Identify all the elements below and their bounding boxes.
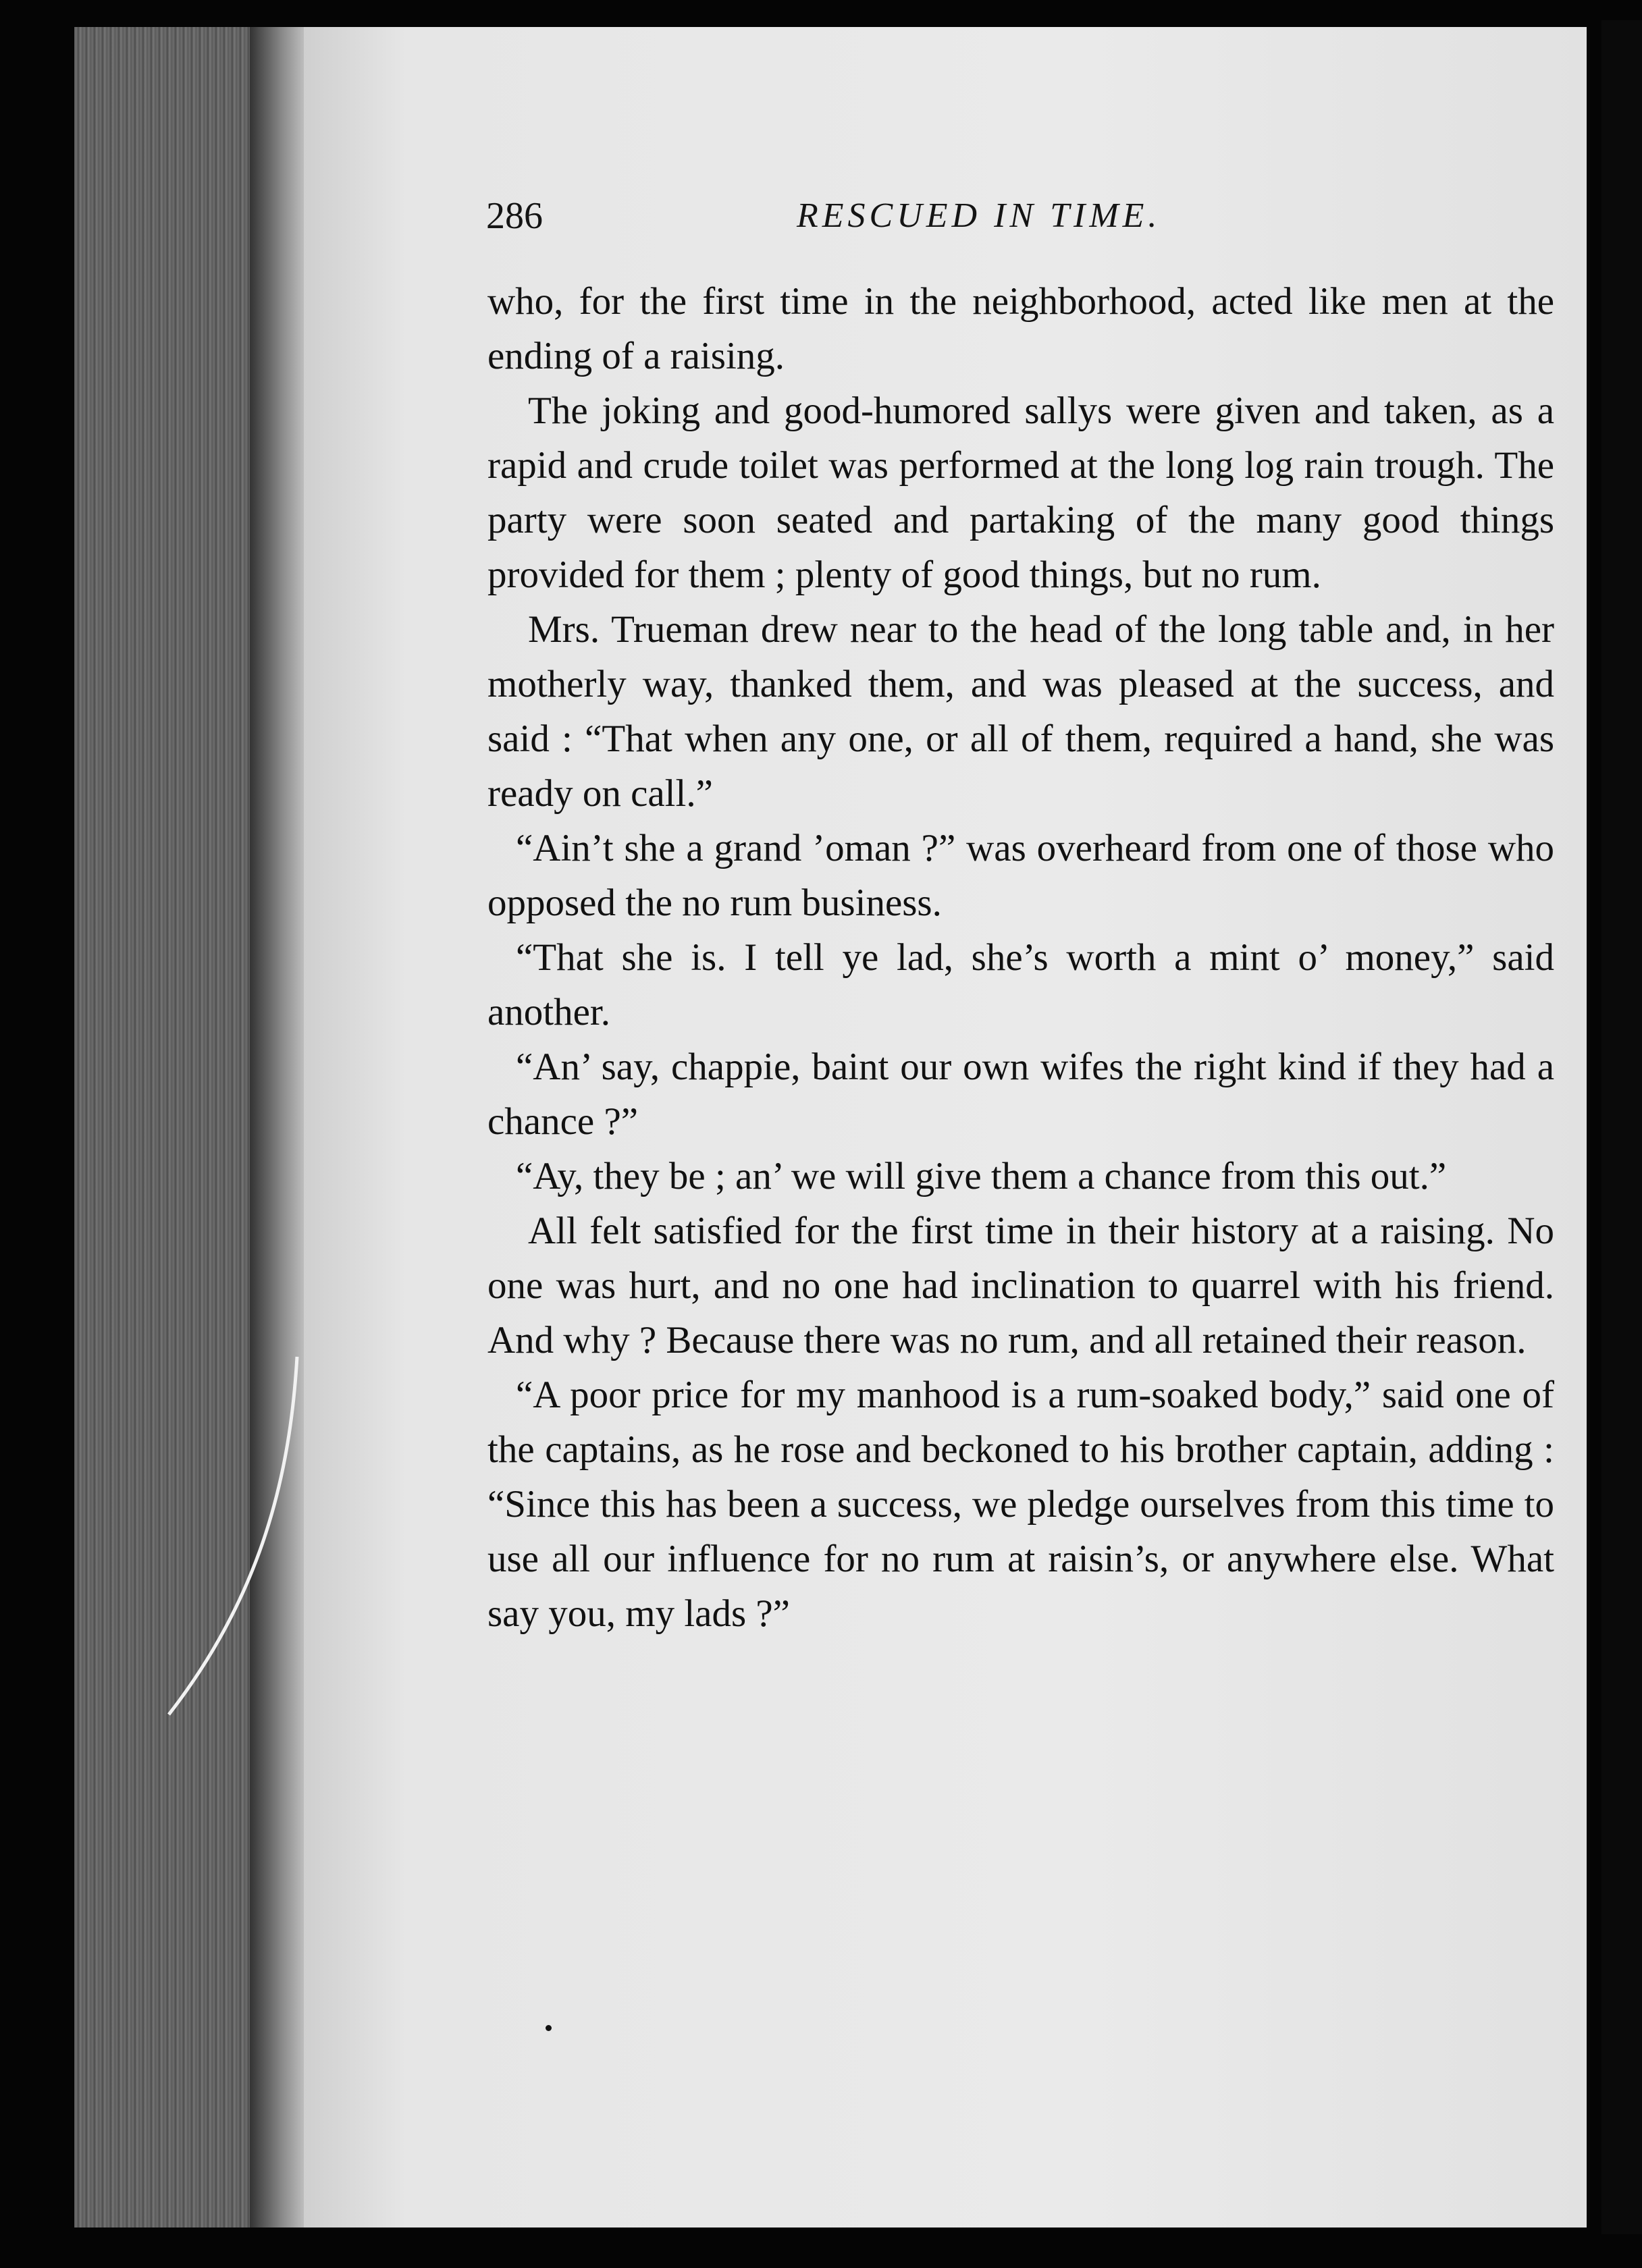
paragraph: who, for the first time in the neighborhood, acted like men at the ending of a raising. <box>487 280 1554 377</box>
paragraph: “Ain’t she a grand ’oman ?” was overheard from one of those who opposed the no rum business. <box>487 827 1554 924</box>
paragraph: “That she is. I tell ye lad, she’s worth a mint o’ money,” said another. <box>487 936 1554 1033</box>
scan-scratch-mark <box>162 1350 338 1728</box>
paragraph: All felt satisfied for the first time in their history at a raising. No one was hurt, and no one had inclination to quarrel with his friend. And why ? Because there was no rum, and all retained their reason. <box>487 1210 1554 1361</box>
text-body <box>487 274 1554 1641</box>
running-title: RESCUED IN TIME. <box>797 196 1161 235</box>
paragraph: “A poor price for my manhood is a rum-soaked body,” said one of the captains, as he rose and beckoned to his brother captain, adding : “Since this has been a success, we pledge ourselves from this time to use all our influence for no rum at raisin’s, or anywhere else. What say you, my lads ?” <box>487 1374 1554 1635</box>
ink-dot <box>546 2025 552 2031</box>
page-header <box>486 189 1499 250</box>
page-number: 286 <box>486 195 543 237</box>
scan-right-border <box>1601 20 1642 2234</box>
paragraph: The joking and good-humored sallys were given and taken, as a rapid and crude toilet was performed at the long log rain trough. The party were soon seated and partaking of the many good things provided for them ; plenty of good things, but no rum. <box>487 389 1554 596</box>
paragraph: “An’ say, chappie, baint our own wifes the right kind if they had a chance ?” <box>487 1046 1554 1143</box>
paragraph: “Ay, they be ; an’ we will give them a chance from this out.” <box>516 1155 1447 1197</box>
paragraph: Mrs. Trueman drew near to the head of the long table and, in her motherly way, thanked them, and was pleased at the success, and said : “That when any one, or all of them, required a hand, she was ready on call.” <box>487 608 1554 815</box>
book-gutter-shadow <box>250 27 304 2228</box>
